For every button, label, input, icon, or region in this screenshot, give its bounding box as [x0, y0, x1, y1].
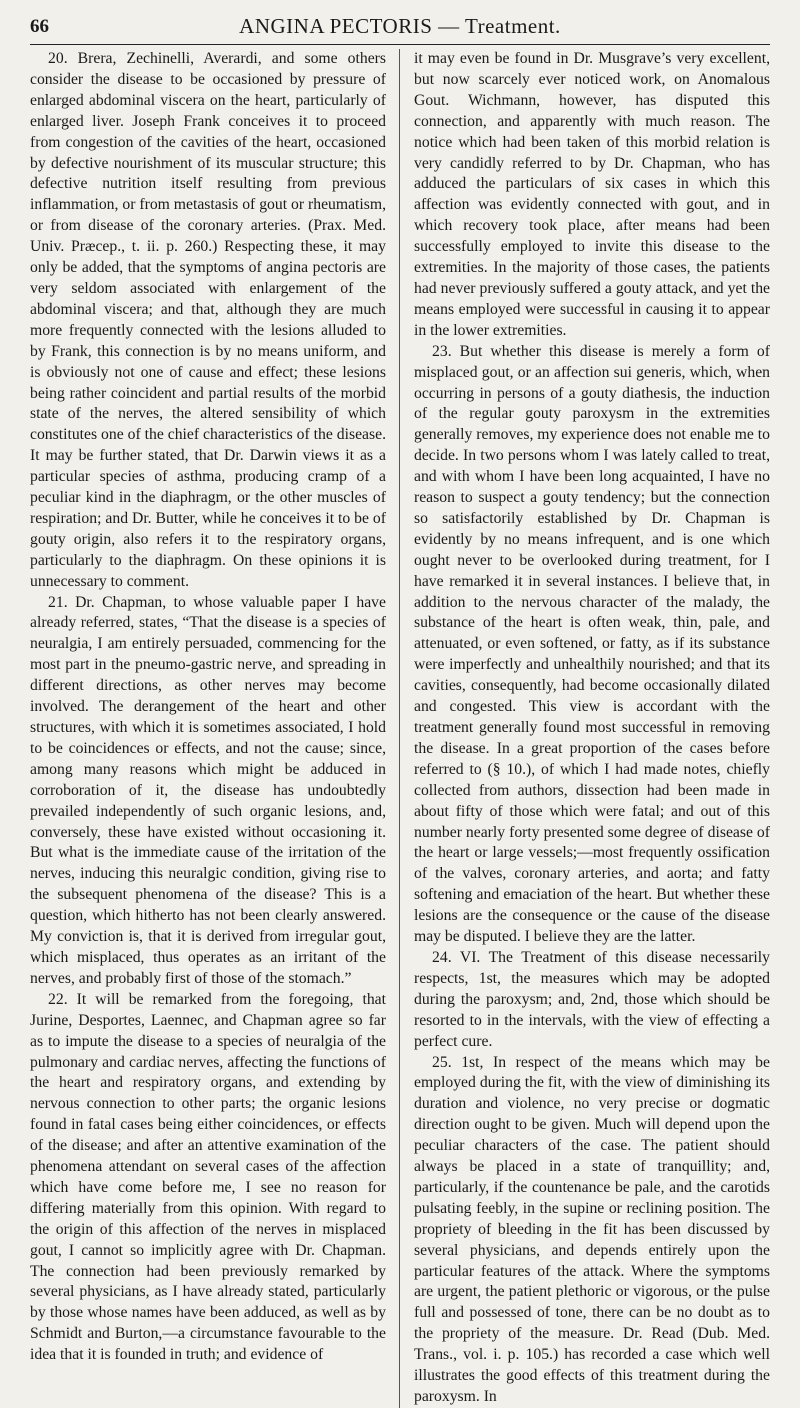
column-divider	[399, 49, 400, 1408]
paragraph-25: 25. 1st, In respect of the means which may be employed during the fit, with the view of diminishing its duration and violence, no very precise or dogmatic direction ought to be given. Much will depend upon the peculiar characters of the case. The patient should always be placed in a state of tranquillity; and, particularly, if the countenance be pale, and the carotids pulsating feebly, in the supine or reclining position. The propriety of bleeding in the fit has been discussed by several physicians, and depends entirely upon the particular features of the attack. Where the symptoms are urgent, the patient plethoric or vigorous, or the pulse full and possessed of tone, there can be no doubt as to the propriety of the measure. Dr. Read (Dub. Med. Trans., vol. i. p. 105.) has recorded a case which well illustrates the good effects of this treatment during the paroxysm. In	[414, 1053, 770, 1405]
text-columns	[30, 49, 770, 1408]
paragraph-20: 20. Brera, Zechinelli, Averardi, and some others consider the disease to be occasioned by pressure of enlarged abdominal viscera on the heart, particularly of enlarged liver. Joseph Frank conceives it to proceed from congestion of the cavities of the heart, occasioned by defective nourishment of its muscular structure; this defective nutrition itself resulting from previous inflammation, or from metastasis of gout or rheumatism, or from disease of the coronary arteries. (Prax. Med. Univ. Præcep., t. ii. p. 260.) Respecting these, it may only be added, that the symptoms of angina pectoris are very seldom associated with enlargement of the abdominal viscera; and that, although they are much more frequently connected with the lesions alluded to by Frank, this connection is by no means uniform, and is obviously not one of cause and effect; these lesions being rather coincident and partial results of the morbid state of the nerves, the altered sensibility of which constitutes one of the chief characteristics of the disease. It may be further stated, that Dr. Darwin views it as a particular species of asthma, producing cramp of a peculiar kind in the diaphragm, or the other muscles of respiration; and Dr. Butter, while he conceives it to be of gouty origin, also refers it to the respiratory organs, particularly to the diaphragm. On these opinions it is unnecessary to comment.	[30, 50, 386, 590]
paragraph-24: 24. VI. The Treatment of this disease necessarily respects, 1st, the measures which may be adopted during the paroxysm; and, 2nd, those which should be resorted to in the intervals, with the view of effecting a perfect cure.	[414, 948, 770, 1050]
page-header	[30, 14, 770, 42]
right-column	[414, 49, 770, 1408]
paragraph-22: 22. It will be remarked from the foregoing, that Jurine, Desportes, Laennec, and Chapman agree so far as to impute the disease to a species of neuralgia of the pulmonary and cardiac nerves, affecting the functions of the heart and respiratory organs, and extending by nervous connection to other parts; the organic lesions found in fatal cases being either coincidences, or effects of the disease; and after an attentive examination of the phenomena attendant on several cases of the affection which have come before me, I see no reason for differing materially from this opinion. With regard to the origin of this affection of the nerves in misplaced gout, I cannot so implicitly agree with Dr. Chapman. The connection had been previously remarked by several physicians, as I have already stated, particularly by those whose names have been adduced, as well as by Schmidt and Burton,—a circumstance favourable to the idea that it is founded in truth; and evidence of	[30, 990, 386, 1364]
page-number: 66	[30, 16, 49, 37]
paragraph-22-continued: it may even be found in Dr. Musgrave’s very excellent, but now scarcely ever noticed work, on Anomalous Gout. Wichmann, however, has disputed this connection, and apparently with much reason. The notice which had been taken of this morbid relation is very candidly referred to by Dr. Chapman, who has adduced the particulars of six cases in which this affection was evidently connected with gout, and in which recovery took place, after means had been successfully employed to invite this disease to the extremities. In the majority of those cases, the patients had never previously suffered a gouty attack, and yet the means employed were successful in causing it to appear in the lower extremities.	[414, 50, 770, 339]
header-rule	[30, 44, 770, 45]
left-column	[30, 49, 386, 1408]
paragraph-21: 21. Dr. Chapman, to whose valuable paper I have already referred, states, “That the disease is a species of neuralgia, I am entirely persuaded, commencing for the most part in the pneumo-gastric nerve, and spreading in different directions, as other nerves may become involved. The derangement of the heart and other structures, with which it is sometimes associated, I hold to be coincidences or effects, and not the cause; since, among many reasons which might be adduced in corroboration of it, the disease has undoubtedly prevailed independently of such organic lesions, and, conversely, these have existed without occasioning it. But what is the immediate cause of the irritation of the nerves, inducing this neuralgic condition, giving rise to the subsequent phenomena of the disease? This is a question, which hitherto has not been clearly answered. My conviction is, that it is derived from irregular gout, which misplaced, thus operates as an irritant of the nerves, and probably first of those of the stomach.”	[30, 593, 386, 987]
running-head: ANGINA PECTORIS — Treatment.	[239, 14, 561, 38]
paragraph-23: 23. But whether this disease is merely a form of misplaced gout, or an affection sui generis, which, when occurring in persons of a gouty diathesis, the induction of the regular gouty paroxysm in the extremities generally removes, my experience does not enable me to decide. In two persons whom I was lately called to treat, and with whom I have been long acquainted, I have no reason to suspect a gouty tendency; but the connection so satisfactorily established by Dr. Chapman is evidently by no means infrequent, and is one which ought never to be overlooked during treatment, for I have remarked it in several instances. I believe that, in addition to the nervous character of the malady, the substance of the heart is often weak, thin, pale, and attenuated, or even softened, or fatty, as if its substance were imperfectly and unhealthily nourished; and that its cavities, consequently, had become occasionally dilated and congested. This view is accordant with the treatment generally found most successful in removing the disease. In a great proportion of the cases before referred to (§ 10.), of which I had made notes, chiefly collected from authors, dissection had been made in about fifty of those which were fatal; and out of this number nearly forty presented some degree of disease of the heart or large vessels;—most frequently ossification of the valves, coronary arteries, and aorta; and fatty softening and emaciation of the heart. But whether these lesions are the consequence or the cause of the disease may be disputed. I believe they are the latter.	[414, 342, 770, 946]
